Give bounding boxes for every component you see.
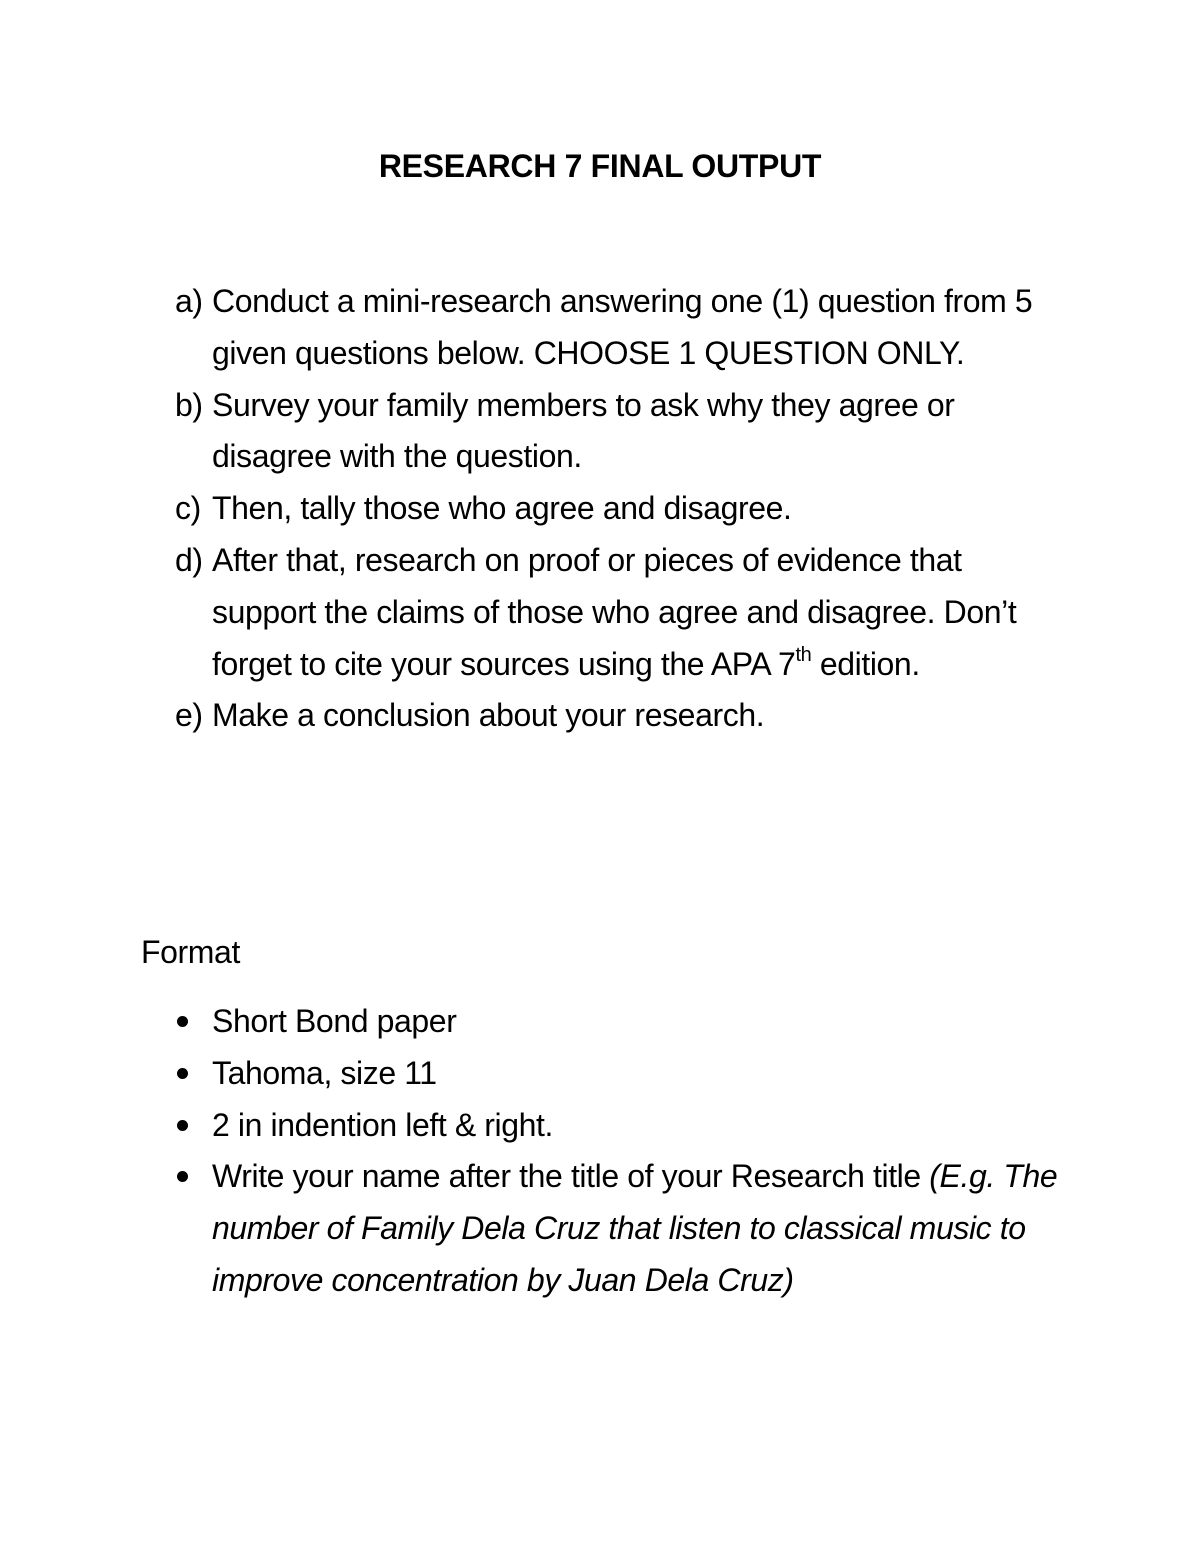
instruction-item — [175, 690, 1055, 742]
bullet-icon — [177, 1016, 188, 1027]
instruction-text-main: After that, research on proof or pieces of evidence that support the claims of those who agree and disagree. Don’t forget to cite your sources using the APA 7 — [212, 541, 1017, 682]
instruction-item — [175, 535, 1055, 690]
format-item — [175, 1100, 1065, 1152]
instruction-item — [175, 276, 1055, 380]
instruction-item — [175, 380, 1055, 484]
instruction-text: Conduct a mini-research answering one (1) question from 5 given questions below. CHOOSE 1 QUESTION ONLY. — [212, 283, 1033, 371]
page-title: RESEARCH 7 FINAL OUTPUT — [378, 148, 822, 184]
format-item — [175, 996, 1065, 1048]
instructions-list — [175, 276, 1055, 742]
instruction-text: Then, tally those who agree and disagree. — [212, 490, 792, 527]
bullet-icon — [177, 1120, 188, 1131]
format-heading: Format — [141, 934, 240, 970]
format-item — [175, 1048, 1065, 1100]
format-example-text: (E.g. The number of Family Dela Cruz that listen to classical music to improve concentration by Juan Dela Cruz) — [212, 1158, 1058, 1298]
format-list — [175, 996, 1065, 1307]
bullet-icon — [177, 1171, 188, 1182]
format-item — [175, 1151, 1065, 1306]
instruction-marker: d) — [175, 541, 203, 578]
instruction-marker: c) — [175, 490, 201, 527]
format-item-text: 2 in indention left & right. — [212, 1106, 554, 1143]
format-item-text: Write your name after the title of your Research title — [212, 1158, 930, 1195]
instruction-text-end: edition. — [811, 645, 920, 682]
bullet-icon — [177, 1068, 188, 1079]
instruction-text: Survey your family members to ask why they agree or disagree with the question. — [212, 386, 955, 475]
instruction-marker: a) — [175, 283, 203, 319]
instruction-marker: e) — [175, 697, 203, 734]
instruction-text — [212, 542, 1016, 682]
ordinal-superscript: th — [795, 643, 812, 666]
instruction-item — [175, 483, 1055, 535]
instruction-marker: b) — [175, 386, 203, 423]
format-item-text: Short Bond paper — [212, 1003, 457, 1039]
instruction-text: Make a conclusion about your research. — [212, 697, 765, 734]
format-item-text: Tahoma, size 11 — [212, 1054, 437, 1091]
